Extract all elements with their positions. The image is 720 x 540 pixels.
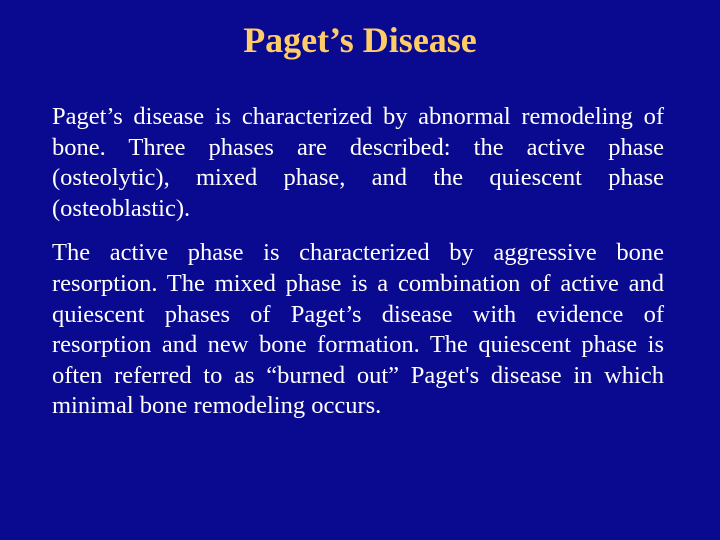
paragraph-1: Paget’s disease is characterized by abnormal remodeling of bone. Three phases are described: the active phase (osteolytic), mixed phase, and the quiescent phase (osteoblastic). (52, 103, 664, 222)
slide-body (52, 102, 664, 436)
slide-title: Paget’s Disease (243, 20, 477, 60)
paragraph-2: The active phase is characterized by aggressive bone resorption. The mixed phase is a combination of active and quiescent phases of Paget’s disease with evidence of resorption and new bone formation. The quiescent phase is often referred to as “burned out” Paget's disease in which minimal bone remodeling occurs. (52, 239, 664, 420)
